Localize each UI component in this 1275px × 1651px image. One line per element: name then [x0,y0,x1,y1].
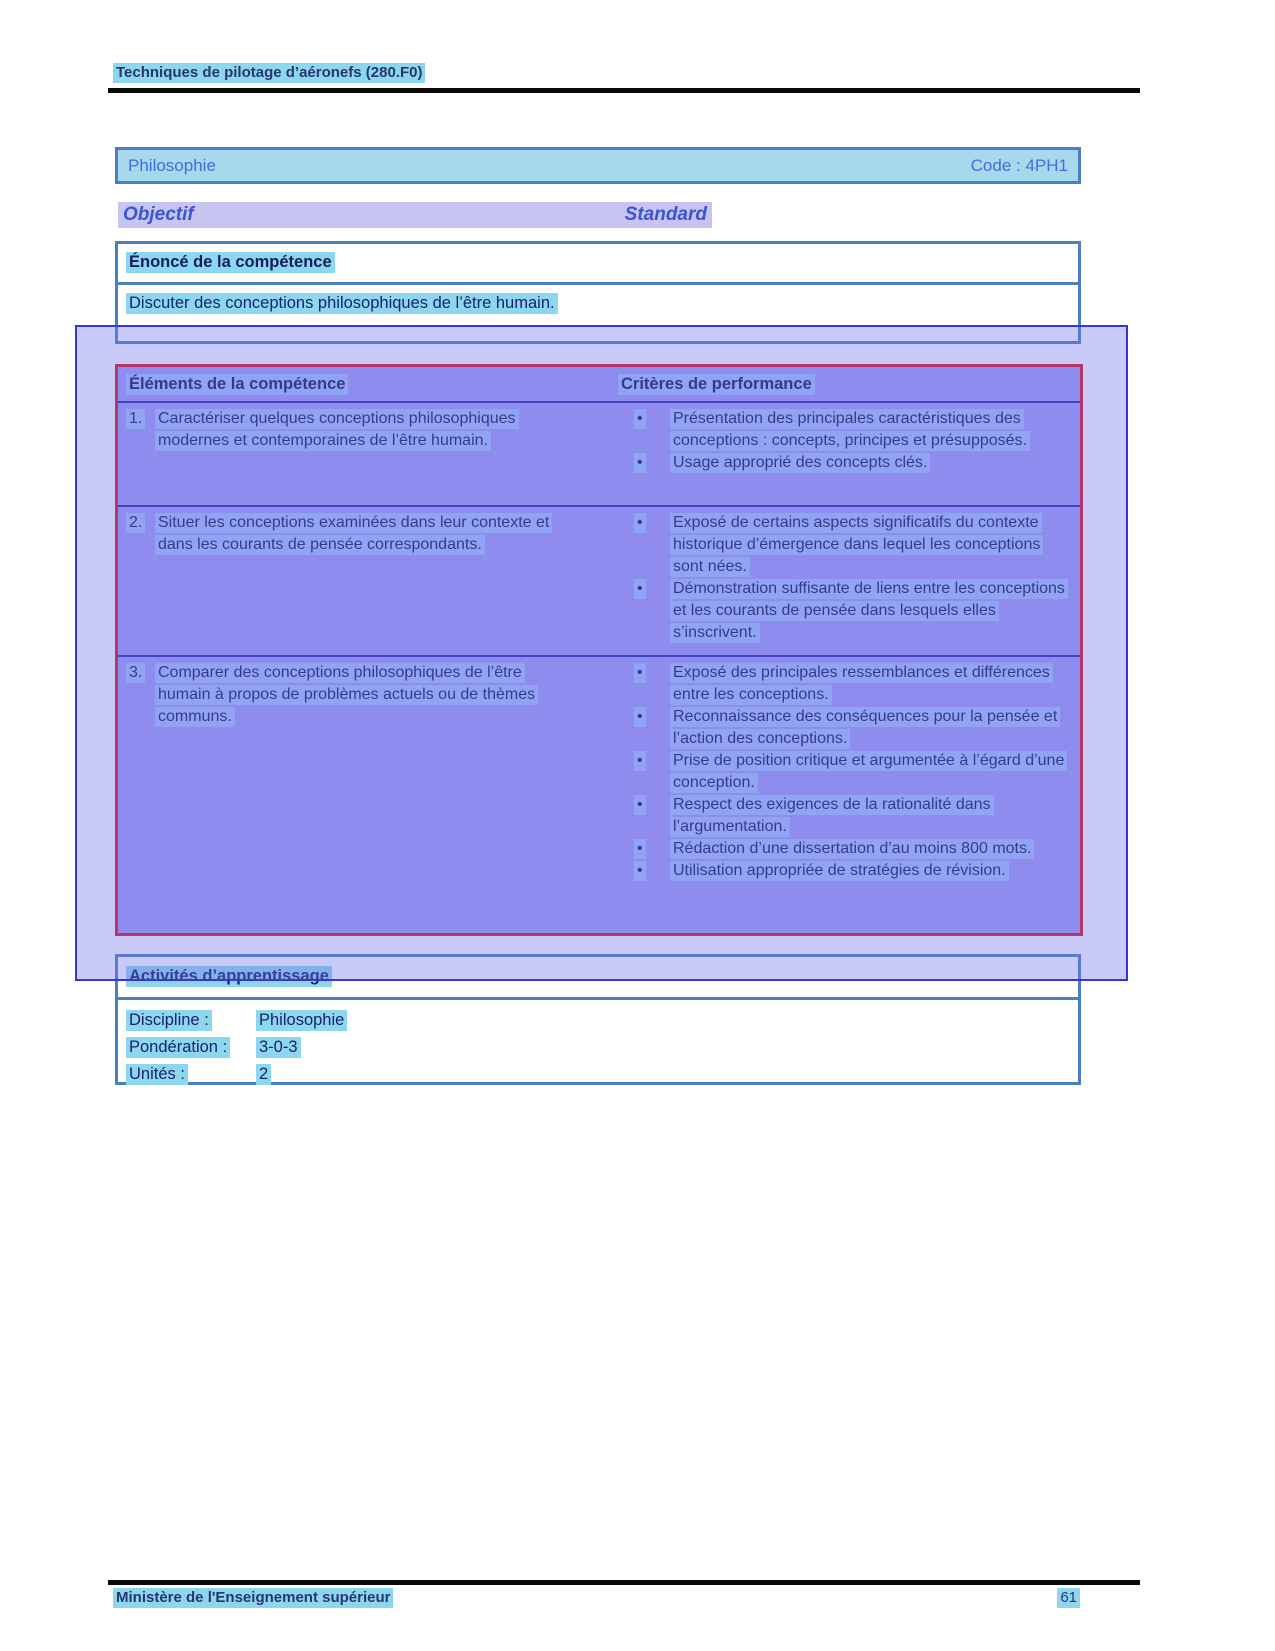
criteria-text-wrap [670,794,1068,838]
criteria-item [618,512,1072,578]
criteria-text: Rédaction d’une dissertation d’au moins 800 mots. [670,839,1034,859]
ponderation-value-wrap [256,1034,301,1061]
criteria-text: Démonstration suffisante de liens entre les conceptions et les courants de pensée dans lesquels elles s’inscrivent. [670,579,1068,643]
criteria-text-wrap [670,408,1068,452]
objectif-standard-row [118,202,712,228]
criteria-text: Présentation des principales caractéristiques des conceptions : concepts, principes et présupposés. [670,409,1030,451]
bullet-icon: • [634,662,646,706]
criteria-text-wrap [670,662,1068,706]
competence-table [115,364,1083,936]
element-text-wrap [155,512,555,644]
element-number: 3. [126,662,148,882]
criteria-item [618,838,1072,860]
element-text: Comparer des conceptions philosophiques de l’être humain à propos de problèmes actuels ou de thèmes communs. [155,663,538,727]
bullet-icon: • [634,512,646,578]
enonce-text-box [115,282,1081,344]
enonce-title: Énoncé de la compétence [126,252,335,273]
criteria-item [618,408,1072,452]
discipline-value: Philosophie [256,1010,347,1031]
element-cell [126,408,618,494]
document-header-title [113,64,425,81]
enonce-title-box [115,241,1081,285]
criteria-text-wrap [670,452,930,474]
enonce-text-wrap [126,292,596,315]
criteria-cell [618,662,1072,882]
footer-ministry: Ministère de l'Enseignement supérieur [113,1588,393,1608]
discipline-label-wrap [126,1007,256,1034]
ponderation-value: 3-0-3 [256,1037,301,1058]
ponderation-label: Pondération : [126,1037,230,1058]
course-details-box [115,997,1081,1085]
criteria-text: Respect des exigences de la rationalité dans l’argumentation. [670,795,994,837]
criteres-header-cell [618,375,1072,394]
criteria-text: Reconnaissance des conséquences pour la pensée et l’action des conceptions. [670,707,1060,749]
criteria-item [618,794,1072,838]
table-row [118,657,1080,893]
criteria-text-wrap [670,578,1068,644]
unites-value: 2 [256,1064,271,1085]
bullet-icon: • [634,750,646,794]
bullet-icon: • [634,706,646,750]
table-row [118,403,1080,507]
table-row [118,507,1080,657]
criteria-text-wrap [670,750,1068,794]
elements-header: Éléments de la compétence [126,374,348,395]
element-text-wrap [155,408,555,494]
standard-heading: Standard [624,204,707,225]
criteria-item [618,750,1072,794]
bullet-icon: • [634,578,646,644]
bullet-icon: • [634,452,646,474]
footer [113,1589,1080,1606]
criteres-header: Critères de performance [618,374,815,395]
element-text-wrap [155,662,555,882]
footer-rule [108,1580,1140,1585]
criteria-item [618,452,1072,474]
criteria-item [618,662,1072,706]
footer-page-wrap [1057,1589,1080,1606]
activites-title-box [115,954,1081,1000]
criteria-text: Utilisation appropriée de stratégies de révision. [670,861,1009,881]
competence-table-header [118,367,1080,403]
discipline-value-wrap [256,1007,347,1034]
element-number: 2. [126,512,148,644]
unites-line [126,1061,1070,1088]
activites-title: Activités d’apprentissage [126,966,332,987]
bullet-icon: • [634,408,646,452]
ponderation-line [126,1034,1070,1061]
enonce-text: Discuter des conceptions philosophiques de l’être humain. [126,293,558,314]
course-title-bar [115,147,1081,184]
criteria-item [618,706,1072,750]
header-rule [108,88,1140,93]
criteria-cell [618,408,1072,494]
criteria-item [618,860,1072,882]
criteria-text: Prise de position critique et argumentée à l’égard d’une conception. [670,751,1067,793]
criteria-text-wrap [670,512,1068,578]
criteria-text: Exposé des principales ressemblances et différences entre les conceptions. [670,663,1053,705]
criteria-text-wrap [670,860,1009,882]
bullet-icon: • [634,794,646,838]
element-number: 1. [126,408,148,494]
criteria-item [618,578,1072,644]
discipline-line [126,1007,1070,1034]
element-cell [126,662,618,882]
unites-label: Unités : [126,1064,188,1085]
objectif-heading: Objectif [123,204,194,225]
elements-header-cell [126,375,618,394]
footer-left-wrap [113,1589,393,1606]
discipline-label: Discipline : [126,1010,212,1031]
criteria-cell [618,512,1072,644]
bullet-icon: • [634,860,646,882]
course-title: Philosophie [128,155,216,175]
criteria-text: Usage approprié des concepts clés. [670,453,930,473]
unites-value-wrap [256,1061,271,1088]
element-text: Situer les conceptions examinées dans leur contexte et dans les courants de pensée correspondants. [155,513,552,555]
criteria-text-wrap [670,706,1068,750]
unites-label-wrap [126,1061,256,1088]
bullet-icon: • [634,838,646,860]
criteria-text-wrap [670,838,1034,860]
footer-page-number: 61 [1057,1588,1080,1608]
document-header-title-text: Techniques de pilotage d’aéronefs (280.F0) [113,63,425,83]
criteria-text: Exposé de certains aspects significatifs du contexte historique d’émergence dans lequel les conceptions sont nées. [670,513,1043,577]
course-code: Code : 4PH1 [970,155,1068,175]
element-text: Caractériser quelques conceptions philosophiques modernes et contemporaines de l’être humain. [155,409,519,451]
ponderation-label-wrap [126,1034,256,1061]
element-cell [126,512,618,644]
